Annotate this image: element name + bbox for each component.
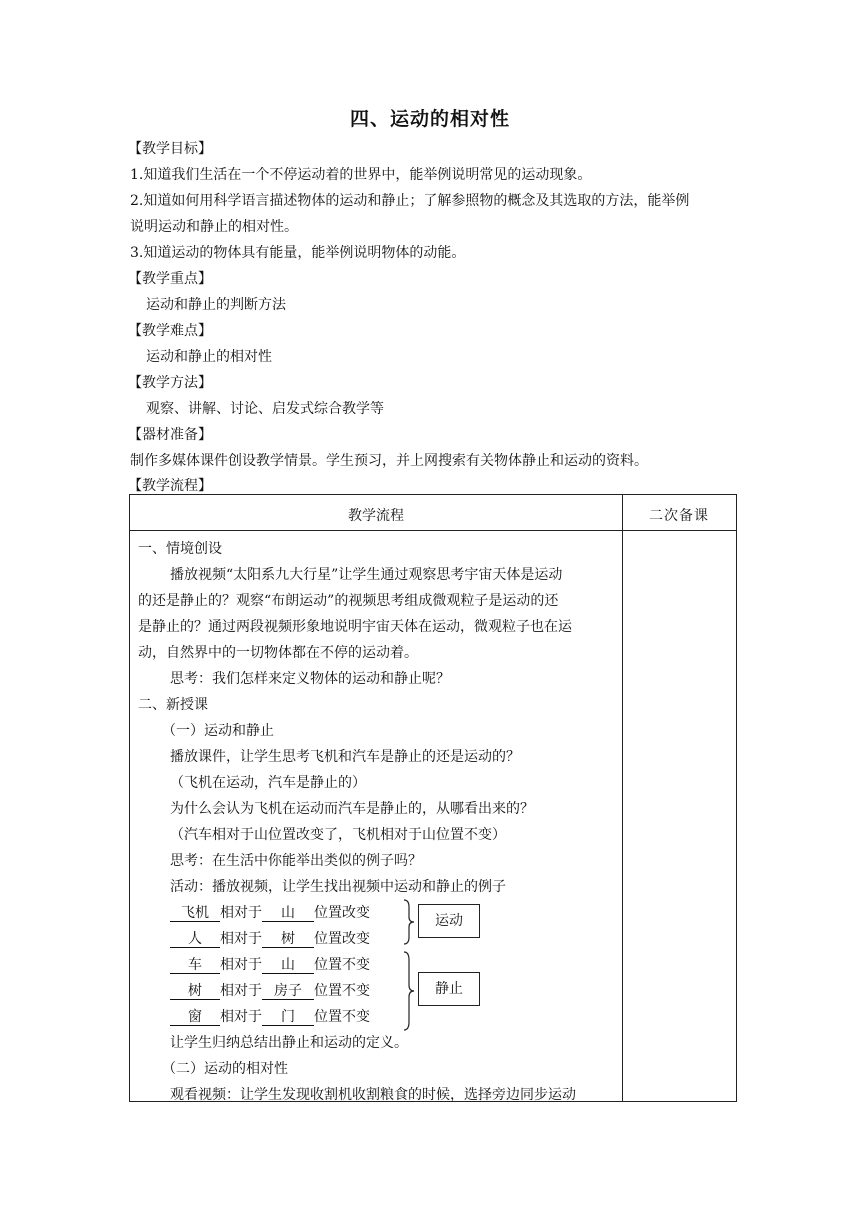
paragraph-line: 播放视频“太阳系九大行星”让学生通过观察思考宇宙天体是运动 bbox=[170, 567, 563, 583]
difficulties-heading: 【教学难点】 bbox=[128, 323, 212, 339]
key-points-text: 运动和静止的判断方法 bbox=[146, 297, 286, 313]
equipment-heading: 【器材准备】 bbox=[128, 427, 212, 443]
objective-item: 1.知道我们生活在一个不停运动着的世界中，能举例说明常见的运动现象。 bbox=[130, 167, 592, 183]
paragraph-line: （飞机在运动，汽车是静止的） bbox=[170, 775, 366, 791]
difficulties-text: 运动和静止的相对性 bbox=[146, 349, 272, 365]
example-subject: 车 bbox=[170, 958, 220, 974]
example-row bbox=[170, 1006, 370, 1026]
paragraph-line: 为什么会认为飞机在运动而汽车是静止的，从哪看出来的？ bbox=[170, 801, 534, 817]
example-result: 位置改变 bbox=[314, 905, 370, 921]
column-divider bbox=[622, 495, 623, 1101]
example-row bbox=[170, 928, 370, 948]
column-header-second-prep: 二次备课 bbox=[649, 508, 709, 524]
example-subject: 树 bbox=[170, 984, 220, 1000]
objective-item: 3.知道运动的物体具有能量，能举例说明物体的动能。 bbox=[130, 245, 466, 261]
example-result: 位置改变 bbox=[314, 931, 370, 947]
example-relation: 相对于 bbox=[220, 931, 262, 947]
brace-rest bbox=[402, 951, 416, 1031]
methods-heading: 【教学方法】 bbox=[128, 375, 212, 391]
header-divider bbox=[130, 530, 736, 531]
example-subject: 人 bbox=[170, 932, 220, 948]
objective-item: 2.知道如何用科学语言描述物体的运动和静止；了解参照物的概念及其选取的方法，能举例 bbox=[130, 193, 690, 209]
motion-box: 运动 bbox=[418, 904, 480, 938]
equipment-text: 制作多媒体课件创设教学情景。学生预习，并上网搜索有关物体静止和运动的资料。 bbox=[130, 453, 648, 469]
example-relation: 相对于 bbox=[220, 957, 262, 973]
methods-text: 观察、讲解、讨论、启发式综合教学等 bbox=[146, 401, 384, 417]
objectives-heading: 【教学目标】 bbox=[128, 141, 212, 157]
example-relation: 相对于 bbox=[220, 983, 262, 999]
column-header-process: 教学流程 bbox=[348, 508, 404, 524]
paragraph-line: 是静止的？通过两段视频形象地说明宇宙天体在运动，微观粒子也在运 bbox=[138, 619, 572, 635]
section-heading: 二、新授课 bbox=[138, 697, 208, 713]
subsection-heading: （二）运动的相对性 bbox=[162, 1061, 288, 1077]
example-relation: 相对于 bbox=[220, 905, 262, 921]
example-reference: 山 bbox=[262, 958, 314, 974]
paragraph-line: 让学生归纳总结出静止和运动的定义。 bbox=[170, 1035, 408, 1051]
page-title: 四、运动的相对性 bbox=[349, 108, 510, 130]
paragraph-line: 动，自然界中的一切物体都在不停的运动着。 bbox=[138, 645, 418, 661]
example-subject: 飞机 bbox=[170, 906, 220, 922]
key-points-heading: 【教学重点】 bbox=[128, 271, 212, 287]
example-row bbox=[170, 902, 370, 922]
paragraph-line: 的还是静止的？观察“布朗运动”的视频思考组成微观粒子是运动的还 bbox=[138, 593, 559, 609]
brace-motion bbox=[402, 899, 416, 945]
paragraph-line: 思考：我们怎样来定义物体的运动和静止呢？ bbox=[170, 671, 450, 687]
example-reference: 门 bbox=[262, 1010, 314, 1026]
example-reference: 房子 bbox=[262, 984, 314, 1000]
rest-box: 静止 bbox=[418, 972, 480, 1006]
paragraph-line: 思考：在生活中你能举出类似的例子吗？ bbox=[170, 853, 422, 869]
example-result: 位置不变 bbox=[314, 1009, 370, 1025]
example-result: 位置不变 bbox=[314, 957, 370, 973]
paragraph-line: （汽车相对于山位置改变了，飞机相对于山位置不变） bbox=[170, 827, 506, 843]
process-table bbox=[129, 494, 737, 1102]
example-relation: 相对于 bbox=[220, 1009, 262, 1025]
example-row bbox=[170, 954, 370, 974]
example-subject: 窗 bbox=[170, 1010, 220, 1026]
example-row bbox=[170, 980, 370, 1000]
example-reference: 树 bbox=[262, 932, 314, 948]
example-result: 位置不变 bbox=[314, 983, 370, 999]
example-reference: 山 bbox=[262, 906, 314, 922]
paragraph-line: 观看视频：让学生发现收割机收割粮食的时候，选择旁边同步运动 bbox=[170, 1087, 576, 1103]
section-heading: 一、情境创设 bbox=[138, 541, 222, 557]
objective-item: 说明运动和静止的相对性。 bbox=[130, 219, 298, 235]
paragraph-line: 播放课件，让学生思考飞机和汽车是静止的还是运动的？ bbox=[170, 749, 520, 765]
process-heading: 【教学流程】 bbox=[128, 478, 212, 494]
subsection-heading: （一）运动和静止 bbox=[162, 723, 274, 739]
paragraph-line: 活动：播放视频，让学生找出视频中运动和静止的例子 bbox=[170, 879, 506, 895]
